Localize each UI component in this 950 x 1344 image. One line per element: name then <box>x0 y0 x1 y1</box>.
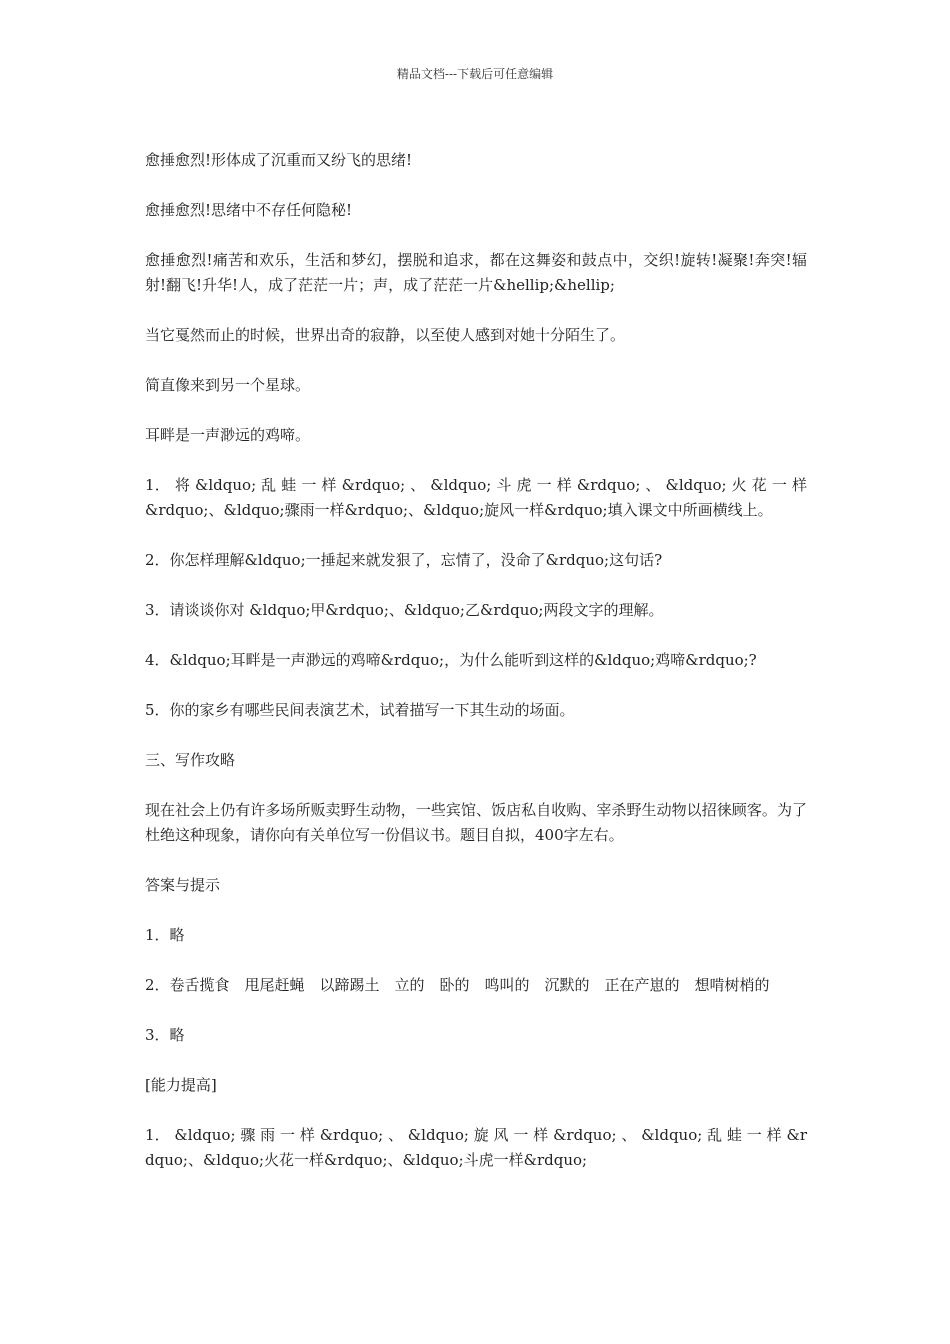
answer-1: 1．略 <box>145 926 185 944</box>
question-3: 3．请谈谈你对 &ldquo;甲&rdquo;、&ldquo;乙&rdquo;两段文字的理解。 <box>145 601 664 619</box>
question-1: 1． 将 &ldquo; 乱 蛙 一 样 &rdquo; 、 &ldquo; 斗 虎 一 样 &rdquo; 、 &ldquo; 火 花 一 样 &rdquo;、&ldquo;骤雨一样&rdquo;、&ldquo;旋风一样&rdquo;填入课文中所画横线上。 <box>145 476 807 519</box>
paragraph-1: 愈捶愈烈!形体成了沉重而又纷飞的思绪! <box>145 151 413 169</box>
page-header: 精品文档---下载后可任意编辑 <box>396 67 554 81</box>
writing-prompt: 现在社会上仍有许多场所贩卖野生动物，一些宾馆、饭店私自收购、宰杀野生动物以招徕顾客。为了杜绝这种现象，请你向有关单位写一份倡议书。题目自拟，400字左右。 <box>145 801 807 844</box>
paragraph-3: 愈捶愈烈!痛苦和欢乐，生活和梦幻，摆脱和追求，都在这舞姿和鼓点中，交织!旋转!凝聚!奔突!辐射!翻飞!升华!人，成了茫茫一片；声，成了茫茫一片&hellip;&hellip; <box>145 251 807 294</box>
question-2: 2．你怎样理解&ldquo;一捶起来就发狠了，忘情了，没命了&rdquo;这句话? <box>145 551 663 569</box>
question-5: 5．你的家乡有哪些民间表演艺术，试着描写一下其生动的场面。 <box>145 701 575 719</box>
section-heading-answers: 答案与提示 <box>145 876 221 894</box>
question-4: 4．&ldquo;耳畔是一声渺远的鸡啼&rdquo;，为什么能听到这样的&ldquo;鸡啼&rdquo;? <box>145 651 757 669</box>
section-heading-writing: 三、写作攻略 <box>145 751 236 769</box>
paragraph-5: 简直像来到另一个星球。 <box>145 376 311 394</box>
ability-answer-1: 1． &ldquo; 骤 雨 一 样 &rdquo; 、 &ldquo; 旋 风 一 样 &rdquo; 、 &ldquo; 乱 蛙 一 样 &rdquo;、&ldquo;火花一样&rdquo;、&ldquo;斗虎一样&rdquo; <box>145 1126 807 1169</box>
paragraph-6: 耳畔是一声渺远的鸡啼。 <box>145 426 311 444</box>
document-body <box>145 148 807 1173</box>
paragraph-4: 当它戛然而止的时候，世界出奇的寂静，以至使人感到对她十分陌生了。 <box>145 326 626 344</box>
answer-3: 3．略 <box>145 1026 185 1044</box>
paragraph-2: 愈捶愈烈!思绪中不存任何隐秘! <box>145 201 353 219</box>
section-heading-ability: [能力提高] <box>145 1076 217 1094</box>
answer-2: 2．卷舌揽食 甩尾赶蝇 以蹄踢土 立的 卧的 鸣叫的 沉默的 正在产崽的 想啃树梢的 <box>145 976 770 994</box>
